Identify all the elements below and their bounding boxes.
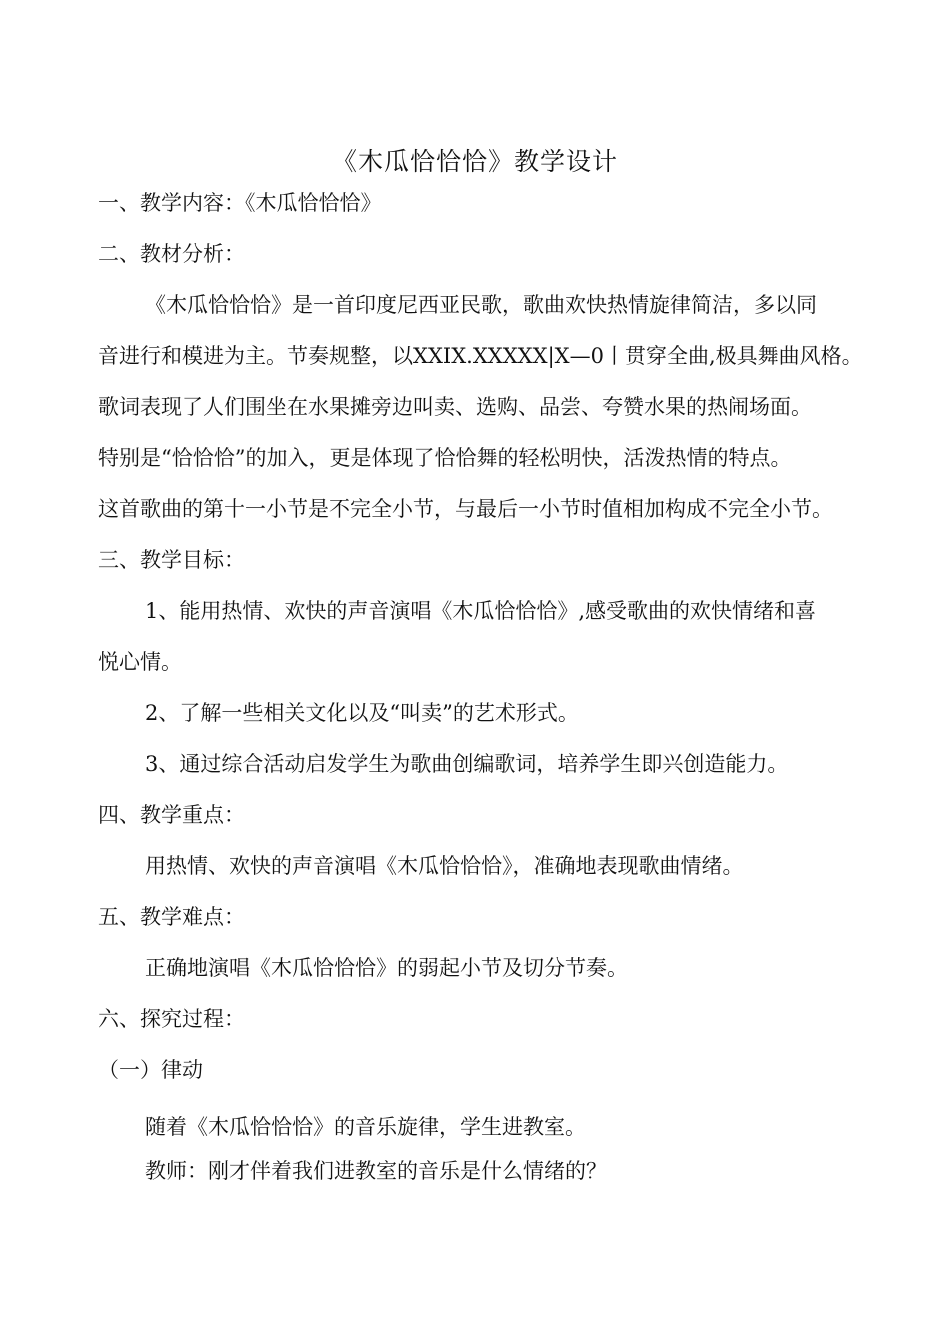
section-process-heading: 六、探究过程： [98,1007,245,1031]
section-key-heading: 四、教学重点： [98,803,245,827]
goal-line: 2、了解一些相关文化以及“叫卖”的艺术形式。 [145,701,579,725]
section-difficulty-heading: 五、教学难点： [98,905,245,929]
analysis-line: 《木瓜恰恰恰》是一首印度尼西亚民歌，歌曲欢快热情旋律简洁，多以同 [145,293,817,317]
analysis-line: 音进行和模进为主。节奏规整，以XXIX.XXXXX|X—0丨贯穿全曲,极具舞曲风格。 [98,344,863,368]
process-line: 随着《木瓜恰恰恰》的音乐旋律，学生进教室。 [145,1115,586,1139]
section-content-heading: 一、教学内容：《木瓜恰恰恰》 [98,191,382,215]
key-text: 用热情、欢快的声音演唱《木瓜恰恰恰》，准确地表现歌曲情绪。 [145,854,744,878]
section-goals-heading: 三、教学目标： [98,548,245,572]
analysis-line: 特别是“恰恰恰”的加入，更是体现了恰恰舞的轻松明快，活泼热情的特点。 [98,446,792,470]
section-analysis-heading: 二、教材分析： [98,242,245,266]
process-line: 教师：刚才伴着我们进教室的音乐是什么情绪的？ [145,1159,607,1183]
difficulty-text: 正确地演唱《木瓜恰恰恰》的弱起小节及切分节奏。 [145,956,628,980]
analysis-line: 歌词表现了人们围坐在水果摊旁边叫卖、选购、品尝、夸赞水果的热闹场面。 [98,395,812,419]
goal-line: 3、通过综合活动启发学生为歌曲创编歌词，培养学生即兴创造能力。 [145,752,789,776]
analysis-line: 这首歌曲的第十一小节是不完全小节，与最后一小节时值相加构成不完全小节。 [98,497,833,521]
process-subheading: （一）律动 [98,1058,203,1082]
goal-line: 1、能用热情、欢快的声音演唱《木瓜恰恰恰》,感受歌曲的欢快情绪和喜 [145,599,817,623]
document-title: 《木瓜恰恰恰》教学设计 [331,147,618,176]
goal-line: 悦心情。 [98,650,182,674]
